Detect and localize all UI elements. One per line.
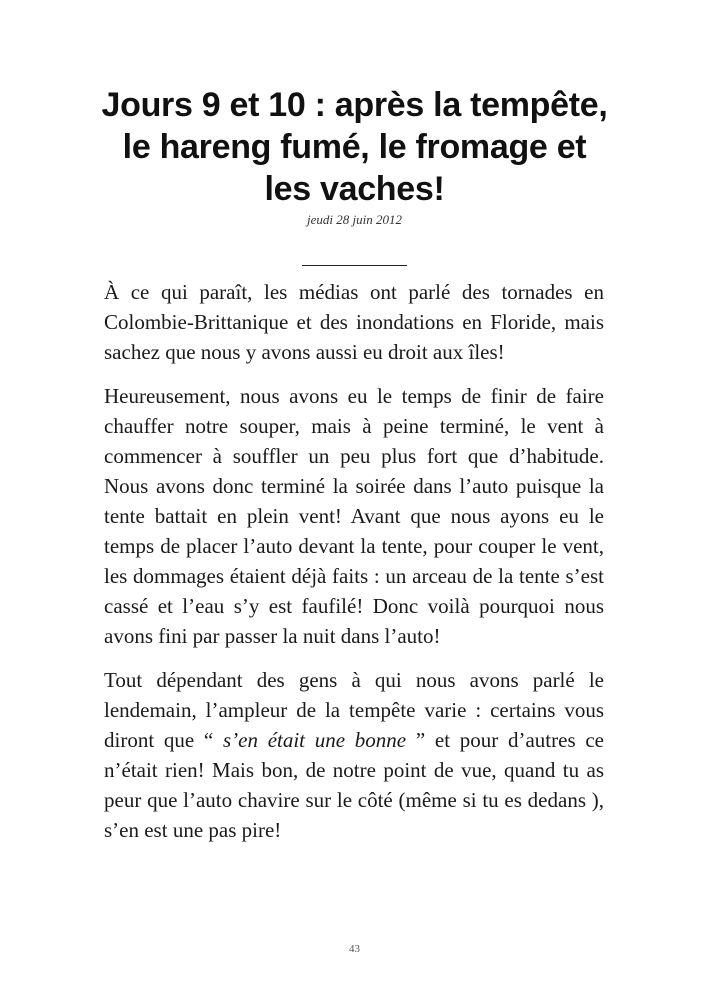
- article-date: jeudi 28 juin 2012: [307, 212, 402, 227]
- paragraph-2: Heureusement, nous avons eu le temps de finir de faire chauffer notre souper, mais à peine terminé, le vent à commencer à souffler un peu plus fort que d’habitude. Nous avons donc terminé la soirée dans l’auto puisque la tente battait en plein vent! Avant que nous ayons eu le temps de placer l’auto devant la tente, pour couper le vent, les dommages étaient déjà faits : un arceau de la tente s’est cassé et l’eau s’y est faufilé! Donc voilà pourquoi nous avons fini par passer la nuit dans l’auto!: [104, 384, 604, 648]
- paragraph-3-before-quote: Tout dépendant des gens à qui nous avons parlé le lendemain, l’ampleur de la tempête varie : certains vous diront que “: [104, 668, 604, 752]
- paragraph-1: À ce qui paraît, les médias ont parlé des tornades en Colombie-Brittanique et des inondations en Floride, mais sachez que nous y avons aussi eu droit aux îles!: [104, 280, 604, 364]
- article-body: [104, 277, 604, 859]
- page-number: 43: [349, 943, 360, 955]
- paragraph-3: [104, 665, 604, 845]
- title-divider: [302, 265, 407, 266]
- article-title: Jours 9 et 10 : après la tempête, le hareng fumé, le fromage et les vaches!: [101, 86, 608, 208]
- paragraph-3-quote: s’en était une bonne: [222, 728, 407, 752]
- paragraph-3-after-quote: ” et pour d’autres ce n’était rien! Mais bon, de notre point de vue, quand tu as peur que l’auto chavire sur le côté (même si tu es dedans ), s’en est une pas pire!: [104, 728, 604, 842]
